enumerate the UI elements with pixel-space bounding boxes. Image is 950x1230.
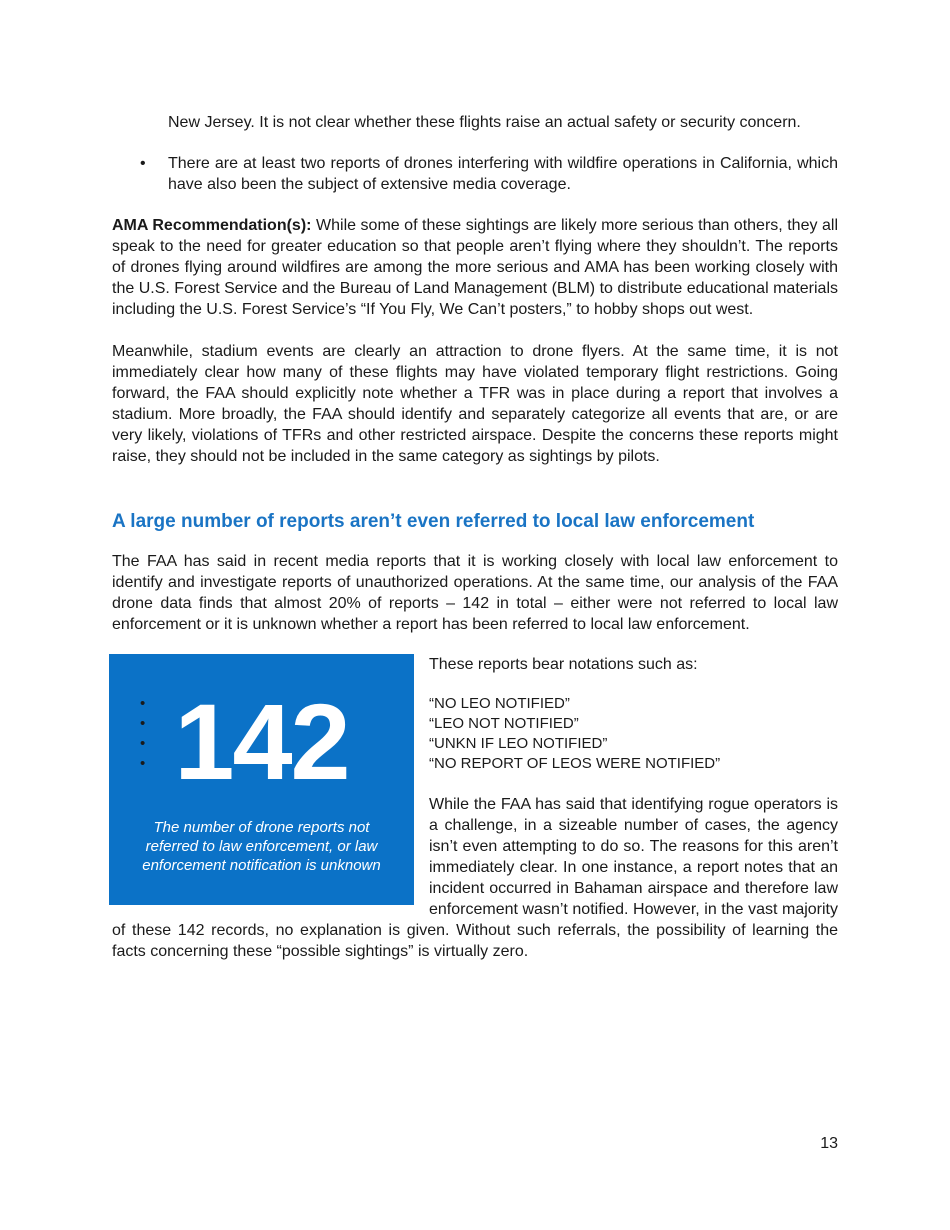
list-item bbox=[112, 694, 838, 714]
intro-bullet-list bbox=[112, 153, 838, 195]
bullet-icon: • bbox=[140, 155, 146, 172]
document-page bbox=[112, 112, 838, 962]
page-number: 13 bbox=[820, 1135, 838, 1152]
list-item bbox=[112, 754, 838, 774]
notation-text: “UNKN IF LEO NOTIFIED” bbox=[429, 735, 608, 752]
intro-continuation: New Jersey. It is not clear whether these flights raise an actual safety or security concern. bbox=[168, 114, 801, 131]
section-heading: A large number of reports aren’t even referred to local law enforcement bbox=[112, 511, 755, 532]
list-item bbox=[112, 153, 838, 195]
notation-text: “LEO NOT NOTIFIED” bbox=[429, 715, 579, 732]
notation-text: “NO REPORT OF LEOS WERE NOTIFIED” bbox=[429, 755, 721, 772]
list-item bbox=[112, 714, 838, 734]
recommendation-text: While some of these sightings are likely more serious than others, they all speak to the need for greater education so that people aren’t flying where they shouldn’t. The reports of drones flying around wildfires are among the more serious and AMA has been working closely with the U.S. Forest Service and the Bureau of Land Management (BLM) to distribute educational materials including the U.S. Forest Service’s “If You Fly, We Can’t posters,” to hobby shops out west. bbox=[112, 217, 839, 318]
stadium-paragraph: Meanwhile, stadium events are clearly an attraction to drone flyers. At the same time, it is not immediately clear how many of these flights may have violated temporary flight restrictions. Going forward, the FAA should explicitly note whether a TFR was in place during a report that involves a stadium. More broadly, the FAA should identify and separately categorize all events that are, or are very likely, violations of TFRs and other restricted airspace. Despite the concerns these reports might raise, they should not be included in the same category as sightings by pilots. bbox=[112, 343, 838, 465]
bullet-icon: • bbox=[140, 755, 146, 772]
notations-list bbox=[112, 694, 838, 774]
recommendation-paragraph bbox=[112, 215, 838, 320]
notations-intro: These reports bear notations such as: bbox=[429, 656, 698, 673]
list-item bbox=[112, 734, 838, 754]
bullet-icon: • bbox=[140, 735, 146, 752]
section-paragraph: The FAA has said in recent media reports that it is working closely with local law enforcement to identify and investigate reports of unauthorized operations. At the same time, our analysis of the FAA drone data finds that almost 20% of reports – 142 in total – either were not referred to local law enforcement or it is unknown whether a report has been referred to local law enforcement. bbox=[112, 553, 838, 633]
stat-caption: The number of drone reports not referred to law enforcement, or law enforcement notification is unknown bbox=[142, 819, 381, 874]
bullet-icon: • bbox=[140, 715, 146, 732]
stat-number: 142 bbox=[174, 681, 349, 802]
bullet-icon: • bbox=[140, 695, 146, 712]
callout-section bbox=[112, 654, 838, 962]
closing-paragraph: While the FAA has said that identifying rogue operators is a challenge, in a sizeable number of cases, the agency isn’t even attempting to do so. The reasons for this aren’t immediately clear. In one instance, a report notes that an incident occurred in Bahaman airspace and therefore law enforcement wasn’t notified. However, in the vast majority of these 142 records, no explanation is given. Without such referrals, the possibility of learning the facts concerning these “possible sightings” is virtually zero. bbox=[112, 796, 838, 960]
notation-text: “NO LEO NOTIFIED” bbox=[429, 695, 570, 712]
stat-callout-box bbox=[109, 654, 414, 905]
bullet-text: There are at least two reports of drones interfering with wildfire operations in California, which have also been the subject of extensive media coverage. bbox=[168, 155, 838, 193]
recommendation-label: AMA Recommendation(s): bbox=[112, 217, 312, 234]
